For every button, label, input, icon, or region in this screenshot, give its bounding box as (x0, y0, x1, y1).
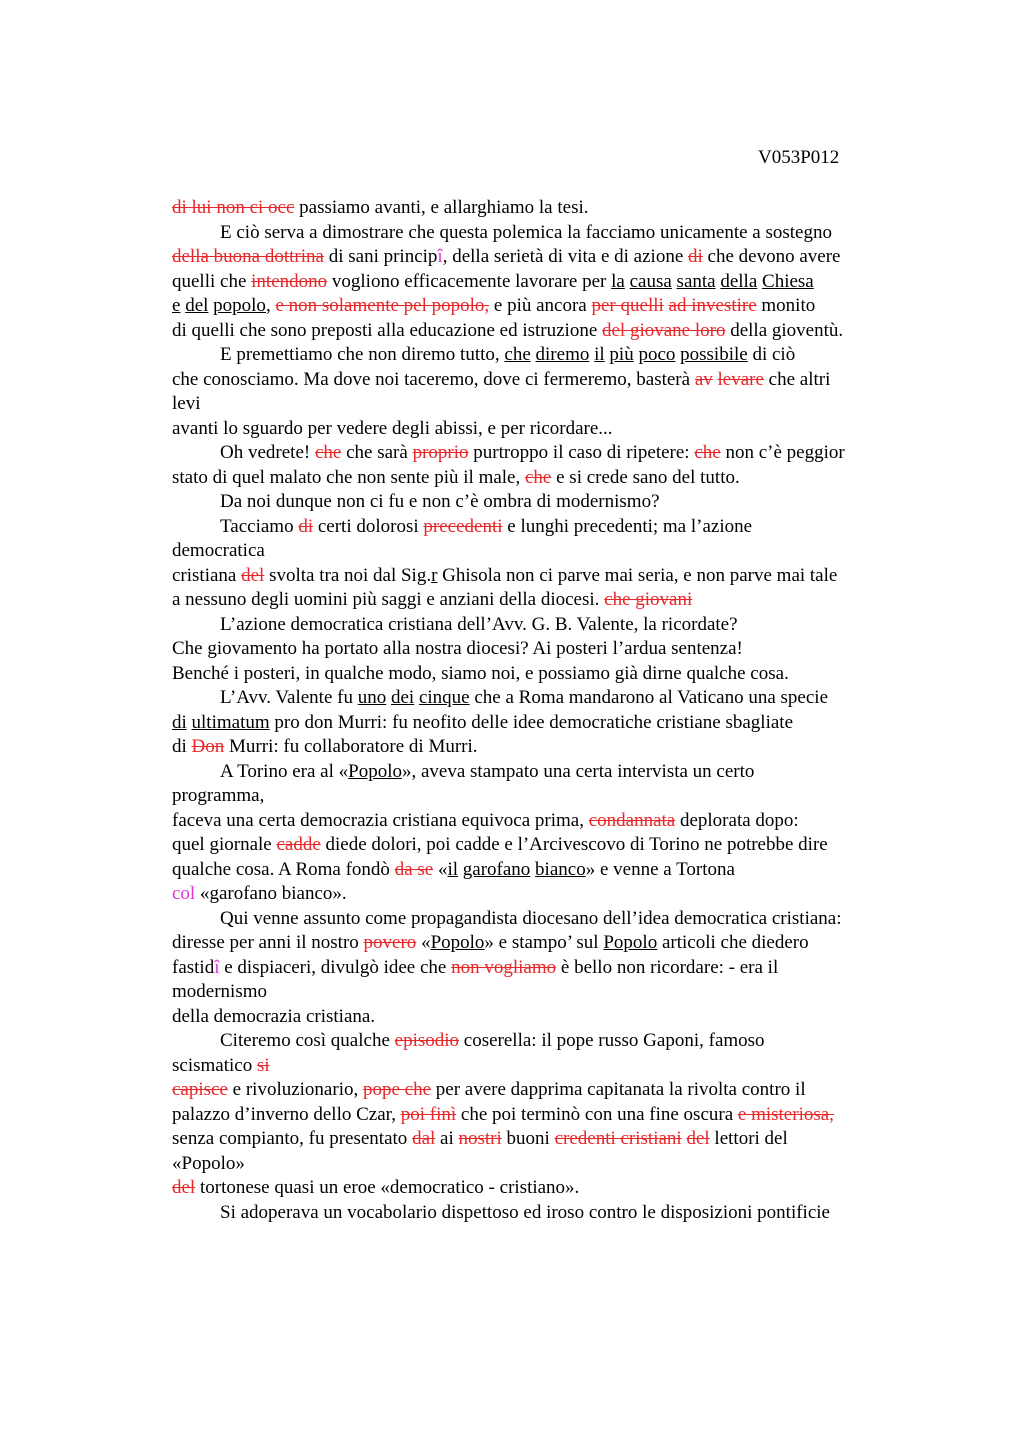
text-run: e più ancora (489, 295, 592, 316)
text-run: Ghisola non ci parve mai seria, e non parve mai tale (437, 564, 838, 586)
text-line (172, 490, 912, 515)
text-run: e lunghi precedenti; ma l’azione (502, 515, 753, 537)
underlined-text: uno (357, 687, 387, 708)
deleted-text: povero (363, 932, 417, 953)
text-run: L’azione democratica cristiana dell’Avv. G. B. Valente, la ricordate? (220, 613, 738, 635)
text-run: che conosciamo. Ma dove noi taceremo, dove ci fermeremo, basterà (172, 368, 695, 390)
deleted-text: precedenti (423, 515, 503, 537)
text-run: Benché i posteri, in qualche modo, siamo noi, e possiamo già dirne qualche cosa. (172, 662, 789, 684)
underlined-text: e (172, 295, 181, 316)
deleted-text: che (314, 442, 342, 463)
text-run: senza compianto, fu presentato (172, 1128, 413, 1149)
underlined-text: popolo (213, 295, 266, 316)
deleted-text: che (525, 466, 552, 488)
text-run: », aveva stampato una certa intervista un certo (401, 760, 755, 782)
text-run: per avere dapprima capitanata la rivolta contro il (431, 1079, 806, 1100)
text-line (172, 1005, 912, 1030)
text-run: cristiana (172, 564, 242, 586)
deleted-text: cadde (276, 834, 321, 855)
text-line (172, 245, 912, 270)
text-run: qualche cosa. A Roma fondò (172, 858, 395, 880)
underlined-text: il (594, 344, 605, 365)
deleted-text: che giovani (604, 589, 693, 610)
text-line (172, 1127, 912, 1152)
deleted-text: del (172, 1177, 196, 1198)
text-run: vogliono efficacemente lavorare per (327, 270, 612, 292)
underlined-text: ultimatum (191, 711, 270, 733)
deleted-text: della buona dottrina (172, 246, 324, 267)
text-line (172, 1176, 912, 1201)
text-run: « (416, 932, 431, 953)
text-run: programma, (172, 785, 265, 806)
deleted-text: di (688, 246, 703, 267)
underlined-text: il (447, 858, 459, 880)
underlined-text: diremo (535, 344, 590, 365)
deleted-text: del (241, 564, 265, 586)
deleted-text: dal (412, 1128, 436, 1149)
text-line (172, 858, 912, 883)
text-run: « (433, 858, 448, 880)
text-run: monito (756, 295, 816, 316)
deleted-text: del (686, 1128, 710, 1149)
text-run: che a Roma mandarono al Vaticano una specie (469, 687, 829, 708)
underlined-text: santa (676, 270, 716, 292)
underlined-text: possibile (680, 344, 748, 365)
underlined-text: la (611, 270, 625, 292)
deleted-text: av (694, 368, 713, 390)
text-run: Qui venne assunto come propagandista diocesano dell’idea democratica cristiana: (220, 907, 842, 929)
text-line (172, 686, 912, 711)
deleted-text: poi finì (400, 1103, 457, 1125)
text-line (172, 270, 912, 295)
text-run: articoli che diedero (657, 932, 809, 953)
underlined-text: della (720, 270, 758, 292)
text-run: palazzo d’inverno dello Czar, (172, 1103, 401, 1125)
text-run: di ciò (747, 344, 796, 365)
text-line (172, 711, 912, 736)
text-run: Oh vedrete! (220, 442, 315, 463)
text-run: A Torino era al « (220, 760, 349, 782)
text-run: svolta tra noi dal Sig. (264, 564, 432, 586)
deleted-text: nostri (458, 1128, 502, 1149)
deleted-text: Don (191, 736, 225, 757)
text-run: Da noi dunque non ci fu e non c’è ombra di modernismo? (220, 491, 660, 512)
inserted-text: col (172, 883, 196, 904)
deleted-text: di (298, 515, 314, 537)
text-run: buoni (501, 1128, 555, 1149)
text-run: diresse per anni il nostro (172, 932, 364, 953)
text-run: di sani princip (323, 246, 438, 267)
text-run: Murri: fu collaboratore di Murri. (224, 736, 478, 757)
text-line (172, 588, 912, 613)
deleted-text: capisce (172, 1079, 228, 1100)
text-run: scismatico (172, 1054, 257, 1076)
text-run: Che giovamento ha portato alla nostra diocesi? Ai posteri l’ardua sentenza! (172, 638, 743, 659)
underlined-text: Popolo (430, 932, 485, 953)
text-line (172, 441, 912, 466)
text-run: faceva una certa democrazia cristiana equivoca prima, (172, 809, 589, 831)
text-line (172, 1078, 912, 1103)
text-line (172, 833, 912, 858)
text-line (172, 466, 912, 491)
deleted-text: per quelli (591, 295, 664, 316)
deleted-text: condannata (588, 809, 676, 831)
text-line (172, 1054, 912, 1079)
text-run: della gioventù. (725, 319, 844, 341)
text-run: stato di quel malato che non sente più il male, (172, 466, 525, 488)
text-run: «Popolo» (172, 1152, 245, 1174)
text-line (172, 564, 912, 589)
text-run: Si adoperava un vocabolario dispettoso ed iroso contro le disposizioni pontificie (220, 1201, 830, 1223)
document-body (172, 196, 912, 1225)
text-run: » e venne a Tortona (585, 858, 735, 880)
text-run: e rivoluzionario, (227, 1079, 363, 1100)
deleted-text: non vogliamo (451, 956, 557, 978)
text-line (172, 221, 912, 246)
deleted-text: da se (394, 858, 434, 880)
underlined-text: Popolo (603, 932, 658, 953)
text-run: ai (435, 1128, 459, 1149)
deleted-text: proprio (412, 442, 469, 463)
text-run: che sarà (341, 442, 413, 463)
underlined-text: dei (390, 687, 415, 708)
underlined-text: Chiesa (762, 270, 814, 292)
text-run: Tacciamo (220, 515, 299, 537)
text-run: «garofano bianco». (195, 883, 347, 904)
underlined-text: poco (638, 344, 676, 365)
text-line (172, 368, 912, 393)
text-run: avanti lo sguardo per vedere degli abissi, e per ricordare... (172, 417, 613, 439)
text-line (172, 417, 912, 442)
text-run: a nessuno degli uomini più saggi e anziani della diocesi. (172, 589, 605, 610)
text-run: modernismo (172, 981, 267, 1002)
text-run: fastid (172, 956, 215, 978)
text-line (172, 392, 912, 417)
text-line (172, 515, 912, 540)
text-line (172, 809, 912, 834)
deleted-text: pope che (362, 1079, 432, 1100)
underlined-text: che (504, 344, 531, 365)
text-run: e dispiaceri, divulgò idee che (219, 956, 452, 978)
inserted-text: î (437, 246, 443, 267)
text-run: non c’è peggior (720, 442, 845, 463)
underlined-text: Popolo (348, 760, 402, 782)
text-line (172, 980, 912, 1005)
text-run: E premettiamo che non diremo tutto, (220, 344, 505, 365)
deleted-text: e misteriosa, (737, 1103, 834, 1125)
text-line (172, 319, 912, 344)
underlined-text: di (172, 711, 187, 733)
text-run: che altri (763, 368, 831, 390)
deleted-text: si (256, 1054, 270, 1076)
text-run: di (172, 736, 192, 757)
text-run: , della serietà di vita e di azione (442, 246, 689, 267)
text-run: diede dolori, poi cadde e l’Arcivescovo di Torino ne potrebbe dire (320, 834, 828, 855)
text-run: deplorata dopo: (675, 809, 799, 831)
underlined-text: garofano (462, 858, 531, 880)
deleted-text: levare (717, 368, 764, 390)
text-run: pro don Murri: fu neofito delle idee democratiche cristiane sbagliate (269, 711, 794, 733)
deleted-text: e non solamente pel popolo, (275, 295, 490, 316)
text-line (172, 196, 912, 221)
text-line (172, 1103, 912, 1128)
text-run: quelli che (172, 270, 252, 292)
text-run: democratica (172, 540, 265, 561)
text-line (172, 294, 912, 319)
text-line (172, 1201, 912, 1226)
text-line (172, 1152, 912, 1177)
text-run: Citeremo così qualche (220, 1030, 395, 1051)
text-line (172, 735, 912, 760)
text-line (172, 662, 912, 687)
text-line (172, 907, 912, 932)
text-run: e si crede sano del tutto. (551, 466, 740, 488)
underlined-text: più (609, 344, 634, 365)
underlined-text: bianco (535, 858, 586, 880)
text-run: certi dolorosi (313, 515, 424, 537)
text-line (172, 343, 912, 368)
text-run: purtroppo il caso di ripetere: (468, 442, 695, 463)
text-line (172, 784, 912, 809)
page-id: V053P012 (758, 147, 840, 168)
text-run: lettori del (709, 1128, 788, 1149)
text-line (172, 760, 912, 785)
underlined-text: causa (629, 270, 672, 292)
inserted-text: î (214, 956, 220, 978)
text-run: che devono avere (702, 246, 841, 267)
deleted-text: che (694, 442, 721, 463)
text-run: della democrazia cristiana. (172, 1005, 376, 1027)
underlined-text: cinque (418, 687, 470, 708)
text-run: è bello non ricordare: - era il (556, 956, 779, 978)
text-line (172, 956, 912, 981)
text-run: , (265, 295, 276, 316)
text-run: che poi terminò con una fine oscura (456, 1103, 738, 1125)
text-line (172, 539, 912, 564)
text-line (172, 1029, 912, 1054)
text-run: passiamo avanti, e allarghiamo la tesi. (294, 197, 589, 218)
underlined-text: del (185, 295, 209, 316)
text-run: E ciò serva a dimostrare che questa polemica la facciamo unicamente a sostegno (220, 221, 832, 243)
text-run: L’Avv. Valente fu (220, 687, 358, 708)
deleted-text: ad investire (668, 295, 757, 316)
deleted-text: di lui non ci occ (172, 197, 295, 218)
text-line (172, 613, 912, 638)
text-run: di quelli che sono preposti alla educazione ed istruzione (172, 319, 602, 341)
text-run: coserella: il pope russo Gaponi, famoso (459, 1030, 765, 1051)
deleted-text: del giovane loro (602, 319, 726, 341)
text-line (172, 637, 912, 662)
text-run: levi (172, 393, 201, 414)
text-run: tortonese quasi un eroe «democratico - cristiano». (195, 1177, 580, 1198)
text-line (172, 931, 912, 956)
text-run: » e stampo’ sul (484, 932, 604, 953)
text-line (172, 882, 912, 907)
deleted-text: credenti cristiani (554, 1128, 682, 1149)
underlined-text: r (431, 564, 438, 586)
deleted-text: episodio (394, 1030, 460, 1051)
text-run: quel giornale (172, 834, 277, 855)
deleted-text: intendono (251, 270, 328, 292)
